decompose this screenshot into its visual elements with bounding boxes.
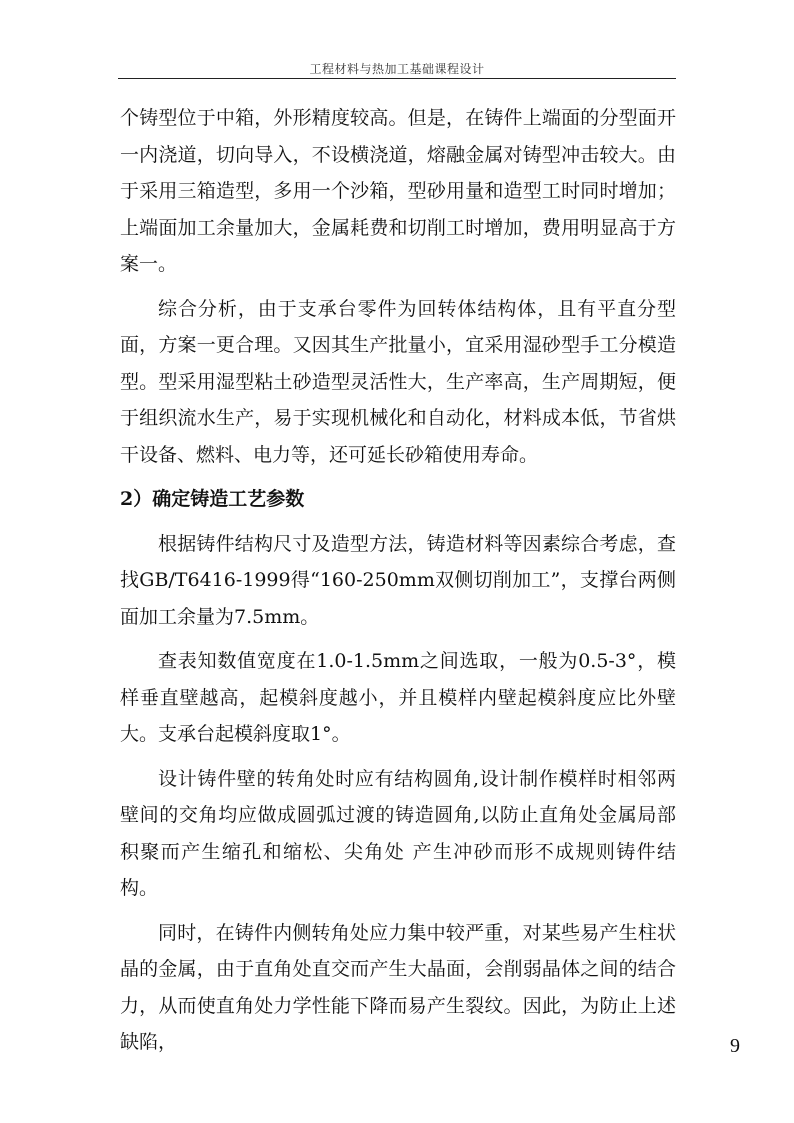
paragraph-machining-allowance: 根据铸件结构尺寸及造型方法，铸造材料等因素综合考虑，查找GB/T6416-1999得“160-250mm双侧切削加工”，支撑台两侧面加工余量为7.5mm。: [120, 532, 676, 628]
paragraph-continuation: 个铸型位于中箱，外形精度较高。但是，在铸件上端面的分型面开一内浇道，切向导入，不设横浇道，熔融金属对铸型冲击较大。由于采用三箱造型，多用一个沙箱，型砂用量和造型工时同时增加；上端面加工余量加大，金属耗费和切削工时增加，费用明显高于方案一。: [120, 107, 676, 275]
page-number: 9: [730, 1035, 740, 1057]
header-divider: [118, 78, 676, 79]
paragraph-draft-angle: 查表知数值宽度在1.0-1.5mm之间选取，一般为0.5-3°，模样垂直壁越高，起模斜度越小，并且模样内壁起模斜度应比外壁大。支承台起模斜度取1°。: [120, 650, 676, 745]
paragraph-fillet: 设计铸件壁的转角处时应有结构圆角,设计制作模样时相邻两壁间的交角均应做成圆弧过渡的铸造圆角,以防止直角处金属局部积聚而产生缩孔和缩松、尖角处 产生冲砂而形不成规则铸件结构。: [120, 767, 676, 899]
running-header: 工程材料与热加工基础课程设计: [309, 62, 485, 76]
paragraph-stress: 同时，在铸件内侧转角处应力集中较严重，对某些易产生柱状晶的金属，由于直角处直交而产生大晶面，会削弱晶体之间的结合力，从而使直角处力学性能下降而易产生裂纹。因此，为防止上述缺陷，: [120, 921, 676, 1053]
page-body: [120, 100, 676, 1069]
paragraph-analysis: 综合分析，由于支承台零件为回转体结构体，且有平直分型面，方案一更合理。又因其生产批量小，宜采用湿砂型手工分模造型。型采用湿型粘土砂造型灵活性大，生产率高，生产周期短，便于组织流水生产，易于实现机械化和自动化，材料成本低，节省烘干设备、燃料、电力等，还可延长砂箱使用寿命。: [120, 297, 676, 466]
section-heading: 2）确定铸造工艺参数: [120, 488, 305, 510]
